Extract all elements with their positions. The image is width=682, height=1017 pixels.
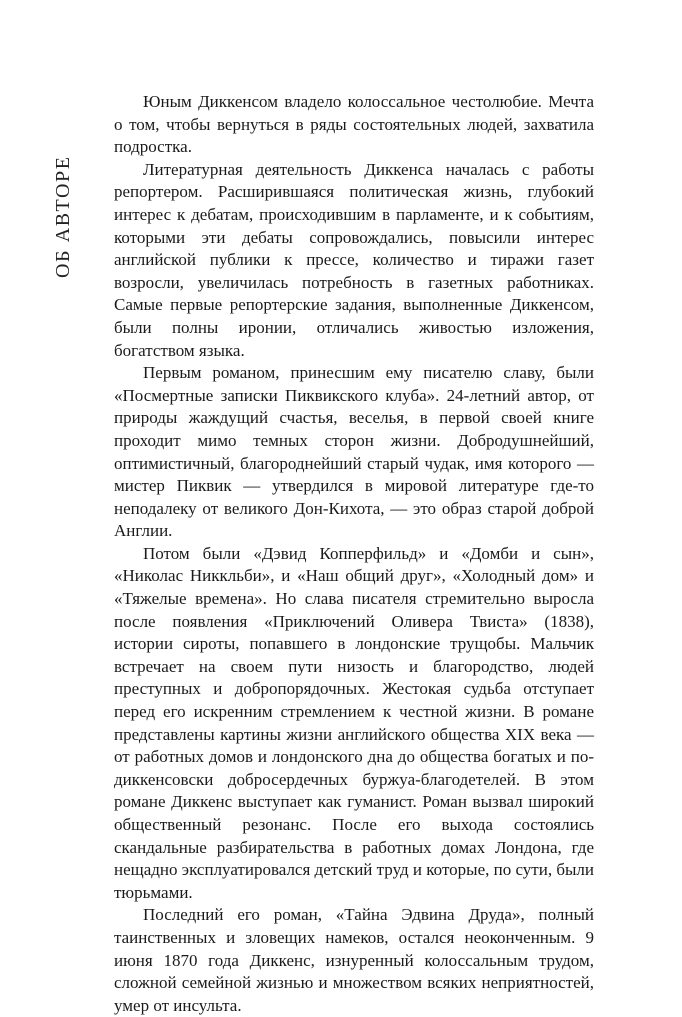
paragraph-4: Потом были «Дэвид Копперфильд» и «Домби и сын», «Николас Никкльби», и «Наш общий друг», «Холодный дом» и «Тяжелые времена». Но слава писателя стремительно выросла после появления «Приключений Оливера Твиста» (1838), истории сироты, попавшего в лондонские трущобы. Мальчик встречает на своем пути низость и благородство, людей преступных и добропорядочных. Жестокая судьба отступает перед его искренним стремлением к честной жизни. В романе представлены картины жизни английского общества XIX века — от работных домов и лондонского дна до общества богатых и по-диккенсовски добросердечных буржуа-благодетелей. В этом романе Диккенс выступает как гуманист. Роман вызвал широкий общественный резонанс. После его выхода состоялись скандальные разбирательства в работных домах Лондона, где нещадно эксплуатировался детский труд и которые, по сути, были тюрьмами. xyxy=(114,543,594,902)
section-title: ОБ АВТОРЕ xyxy=(52,155,74,278)
paragraph-5: Последний его роман, «Тайна Эдвина Друда», полный таинственных и зловещих намеков, остался неоконченным. 9 июня 1870 года Диккенс, изнуренный колоссальным трудом, сложной семейной жизнью и множеством всяких неприятностей, умер от инсульта. xyxy=(114,905,594,1015)
body-text xyxy=(114,91,594,1017)
section-side-header xyxy=(50,98,80,278)
paragraph-2: Литературная деятельность Диккенса началась с работы репортером. Расширившаяся политическая жизнь, глубокий интерес к дебатам, происходившим в парламенте, и к событиям, которыми эти дебаты сопровождались, повысили интерес английской публики к прессе, количество и тиражи газет возросли, увеличилась потребность в газетных работниках. Самые первые репортерские задания, выполненные Диккенсом, были полны иронии, отличались живостью изложения, богатством языка. xyxy=(114,159,594,360)
paragraph-1: Юным Диккенсом владело колоссальное честолюбие. Мечта о том, чтобы вернуться в ряды состоятельных людей, захватила подростка. xyxy=(114,92,594,157)
paragraph-3: Первым романом, принесшим ему писателю славу, были «Посмертные записки Пиквикского клуба». 24-летний автор, от природы жаждущий счастья, веселья, в первой своей книге проходит мимо темных сторон жизни. Добродушнейший, оптимистичный, благороднейший старый чудак, имя которого — мистер Пиквик — утвердился в мировой литературе где-то неподалеку от великого Дон-Кихота, — это образ старой доброй Англии. xyxy=(114,363,594,541)
